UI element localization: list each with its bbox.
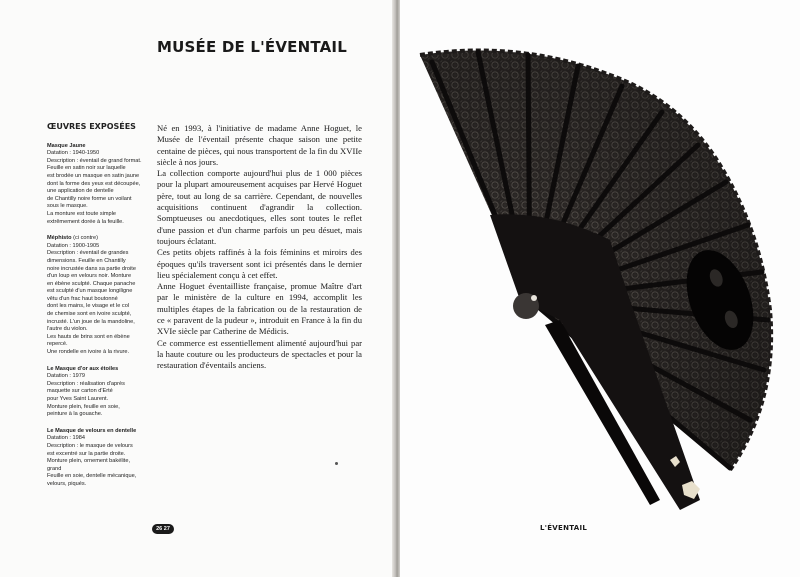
work-detail-line: La monture est toute simple [47,210,117,217]
work-detail-line: vêtu d'un frac haut boutonné [47,295,118,302]
exhibited-work [47,366,145,419]
exhibited-works-sidebar [47,123,145,498]
work-detail-line: Feuille en soie, dentelle mécanique, [47,473,137,480]
work-title: Masque Jaune [47,142,86,149]
work-detail-line: Description : éventail de grandes [47,250,129,257]
page-title: MUSÉE DE L'ÉVENTAIL [157,38,347,56]
work-detail-line: l'autre du violon. [47,326,88,333]
work-detail-line: de Chantilly noire forme un voilant [47,195,132,202]
right-page [400,0,800,577]
work-detail-line: sous le masque. [47,203,88,210]
body-paragraph: Né en 1993, à l'initiative de madame Anne Hoguet, le Musée de l'éventail présente chaque saison une petite centaine de pièces, qui nous transportent de la fin du XVIIe siècle à nos jours. [157,123,362,167]
lace-fan-photo [400,0,800,577]
work-detail-line: peinture à la gouache. [47,411,103,418]
work-detail-line: de chemise sont en ivoire sculpté, [47,311,132,318]
work-detail-line: Description : réalisation d'après [47,380,125,387]
work-detail-line: est sculpté d'un masque longiligne [47,288,133,295]
work-detail-line: Datation : 1979 [47,373,85,380]
work-detail-line: pour Yves Saint Laurent. [47,396,109,402]
work-detail-line: Datation : 1984 [47,435,85,442]
work-title: Le Masque de velours en dentelle [47,427,137,434]
work-title: Le Masque d'or aux étoiles [47,365,119,372]
work-detail-line: velours, piqués. [47,480,87,487]
work-detail-line: Feuille en satin noir sur laquelle [47,165,126,172]
work-detail-line: extrêmement dorée à la feuille. [47,218,124,225]
work-detail-line: dimensions. Feuille en Chantilly [47,257,126,264]
body-paragraph: Anne Hoguet éventailliste française, promue Maître d'art par le ministère de la culture en 1994, accomplit les multiples étapes de la fabrication ou de la restauration de ce « paravent de la pudeur », introduit en France à la fin du XVIe siècle par Catherine de Médicis. [157,281,362,337]
work-detail-line: maquette sur carton d'Erté [47,388,113,395]
work-detail-line: Datation : 1900-1905 [47,242,100,249]
work-detail-line: Description : le masque de velours [47,442,133,449]
body-paragraph: Ces petits objets raffinés à la fois féminins et miroirs des époques qu'ils traversent sont ici présentés dans le dernier lieu spécialement conçu à cet effet. [157,247,362,280]
photo-caption: L'ÉVENTAIL [540,524,588,532]
work-detail-line: Une rondelle en ivoire à la rivure. [47,349,130,356]
body-paragraph: Ce commerce est essentiellement alimenté aujourd'hui par la haute couture ou les producteurs de spectacles et pour la restauration d'éventails anciens. [157,337,362,371]
work-title: Méphisto [47,235,72,242]
work-detail-line: est brodée un masque en satin jaune [47,172,140,179]
sidebar-heading: ŒUVRES EXPOSÉES [47,122,136,131]
work-detail-line: une application de dentelle [47,188,114,195]
work-detail-line: est excentré sur la partie droite. [47,450,126,457]
work-detail-line: incrusté. L'un joue de la mandoline, [47,318,135,325]
work-detail-line: Monture plein, feuille en soie, [47,403,120,410]
body-text [157,123,362,372]
work-detail-line: Les hauts de brins sont en ébène [47,333,130,340]
work-detail-line: dont la forme des yeux est découpée, [47,180,141,187]
work-title-suffix: (ci contre) [73,235,98,242]
body-paragraph: La collection comporte aujourd'hui plus de 1 000 pièces pour la plupart amoureusement acquises par Hervé Hoguet père, tout au long de sa carrière. Cependant, de nouvelles acquisitions continuent d'agrandir la collection. Somptueuses ou anecdotiques, elles sont toutes le reflet d'une passion et d'un charme parfois un peu désuet, mais toujours éclatant. [157,168,362,246]
work-detail-line: en ébène sculpté. Chaque panache [47,280,136,287]
exhibited-work [47,235,145,357]
work-detail-line: Monture plein, ornement bakélite, grand [47,458,131,472]
works-list [47,143,145,489]
exhibited-work [47,143,145,227]
page-numbers: 26 27 [152,524,174,534]
work-detail-line: Datation : 1940-1950 [47,150,100,157]
work-detail-line: d'un loup en velours noir. Monture [47,273,132,280]
left-page [0,0,393,577]
work-detail-line: repercé. [47,341,68,348]
work-detail-line: Description : éventail de grand format. [47,157,142,164]
work-detail-line: dont les mains, le visage et le col [47,303,130,310]
work-detail-line: noire incrustée dans sa partie droite [47,265,136,272]
decorative-dot [335,462,338,465]
exhibited-work [47,428,145,489]
